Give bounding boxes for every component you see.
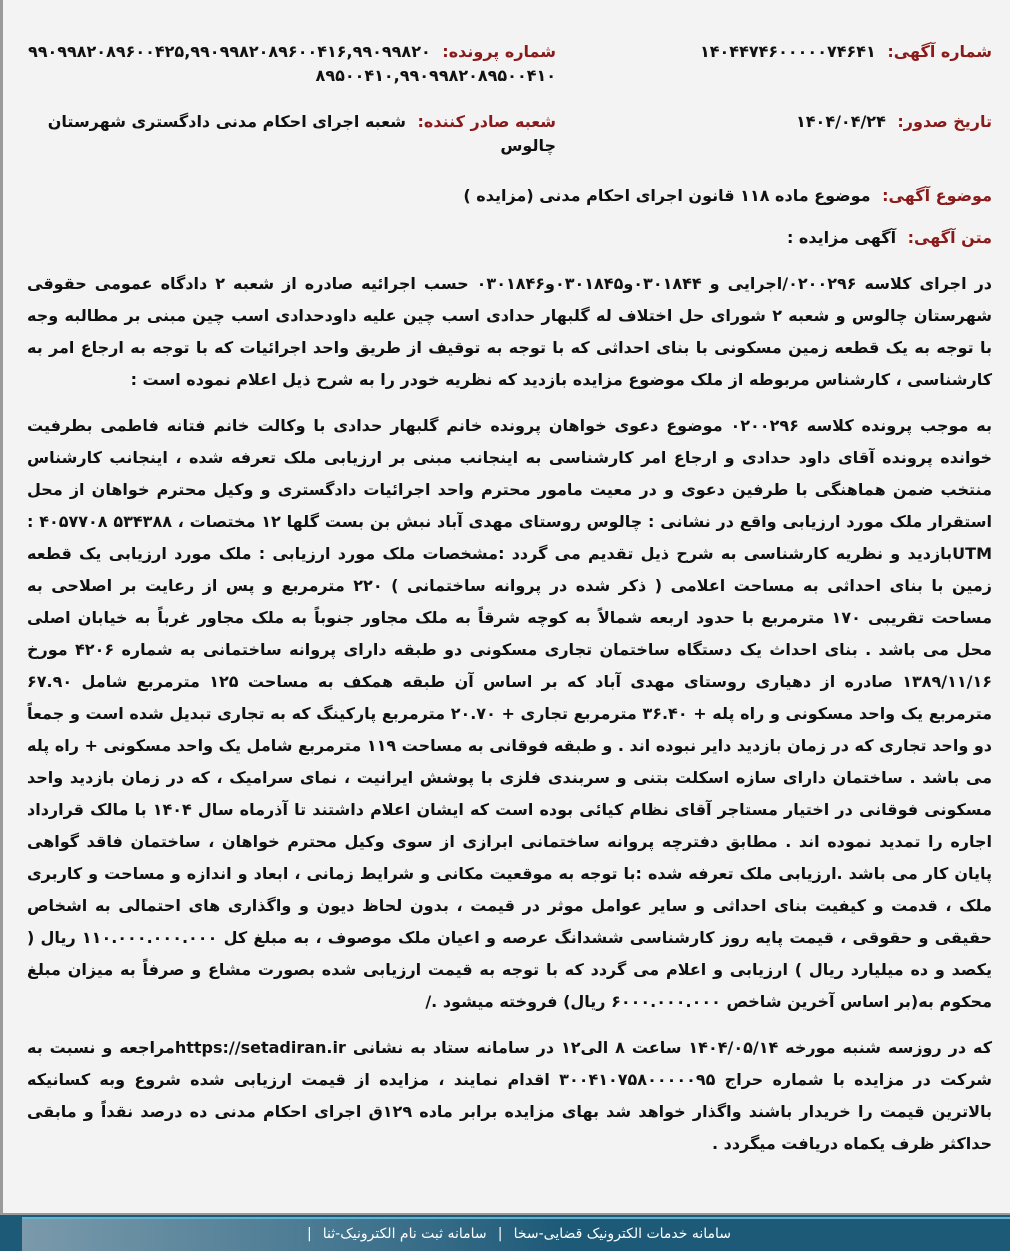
footer-bar xyxy=(22,1217,1010,1251)
text-title-row xyxy=(27,226,992,250)
paragraph-3: که در روزسه شنبه مورخه ۱۴۰۴/۰۵/۱۴ ساعت ۸ الی۱۲ در سامانه ستاد به نشانی https://setadiran.irمراجعه و نسبت به شرکت در مزایده با شماره حراج ۳۰۰۴۱۰۷۵۸۰۰۰۰۰۹۵ اقدام نمایند ، مزایده از قیمت ارزیابی شده شروع وبه کسانیکه بالاترین قیمت را خریدار باشند واگذار خواهد شد بهای مزایده برابر ماده ۱۲۹ق اجرای احکام مدنی ده درصد نقداً و مابقی حداکثر ظرف یکماه دریافت میگردد . xyxy=(27,1038,993,1153)
subject: موضوع ماده ۱۱۸ قانون اجرای احکام مدنی (مزایده ) xyxy=(463,186,871,205)
footer-separator: | xyxy=(497,1226,503,1242)
issue-date: ۱۴۰۴/۰۴/۲۴ xyxy=(796,112,886,131)
text-title: آگهی مزایده : xyxy=(786,228,897,247)
ad-number-row xyxy=(572,40,992,88)
case-number-row xyxy=(27,40,556,88)
subject-label: موضوع آگهی: xyxy=(882,186,992,205)
footer-link-sana[interactable]: سامانه ثبت نام الکترونیک-ثنا xyxy=(322,1226,487,1242)
issuer: شعبه اجرای احکام مدنی دادگستری شهرستان چالوس xyxy=(47,112,556,155)
issuer-row xyxy=(27,110,556,158)
paragraph-1: در اجرای کلاسه ۰۲۰۰۲۹۶/اجرایی و ۰۳۰۱۸۴۴و۰۳۰۱۸۴۵و۰۳۰۱۸۴۶ حسب اجرائیه صادره از شعبه ۲ دادگاه عمومی حقوقی شهرستان چالوس و شعبه ۲ شورای حل اختلاف له گلبهار حدادی اسب چین علیه داودحدادی اسب چین مبنی بر مطالبه وجه با توجه به یک قطعه زمین مسکونی با بنای احداثی که با توجه به توقیف از طریق واحد اجرائیات که با توجه به ارجاع امر به کارشناسی ، کارشناس مربوطه از ملک موضوع مزایده بازدید که نظریه خودر را به شرح ذیل اعلام نموده است : xyxy=(27,274,993,389)
footer-separator-end: | xyxy=(306,1226,312,1242)
case-number: ۹۹۰۹۹۸۲۰۸۹۶۰۰۴۲۵,۹۹۰۹۹۸۲۰۸۹۶۰۰۴۱۶,۹۹۰۹۹۸۲۰۸۹۵۰۰۴۱۰,۹۹۰۹۹۸۲۰۸۹۵۰۰۴۱۰ xyxy=(27,42,556,85)
ad-number-label: شماره آگهی: xyxy=(887,42,992,61)
header-grid xyxy=(27,40,992,158)
text-label: متن آگهی: xyxy=(907,228,992,247)
issue-date-row xyxy=(572,110,992,158)
footer-link-sakha[interactable]: سامانه خدمات الکترونیک قضایی-سخا xyxy=(513,1226,732,1242)
case-number-label: شماره پرونده: xyxy=(442,42,556,61)
subject-row xyxy=(27,184,992,208)
paragraph-2: به موجب پرونده کلاسه ۰۲۰۰۲۹۶ موضوع دعوی خواهان پرونده خانم گلبهار حدادی با وکالت خانم فتانه فاطمی بطرفیت خوانده پرونده آقای داود حدادی و ارجاع امر کارشناسی به اینجانب مبنی بر ارزیابی ملک تعرفه شده ، اینجانب کارشناس منتخب ضمن هماهنگی با طرفین دعوی و در معیت مامور محترم واحد اجرائیات دادگستری و وکیل محترم خواهان از محل استقرار ملک مورد ارزیابی واقع در نشانی : چالوس روستای مهدی آباد نبش بن بست گلها ۱۲ مختصات ، ۵۳۴۳۸۸ ۴۰۵۷۷۰۸ : UTMبازدید و نظریه کارشناسی به شرح ذیل تقدیم می گردد :مشخصات ملک مورد ارزیابی : ملک مورد ارزیابی یک قطعه زمین با بنای احداثی به مساحت اعلامی ( ذکر شده در پروانه ساختمانی ) ۲۲۰ مترمربع و پس از رعایت بر اصلاحی به مساحت تقریبی ۱۷۰ مترمربع با حدود اربعه شمالاً به کوچه شرقاً به ملک مجاور جنوباً به ملک مجاور غرباً به خیابان اصلی محل می باشد . بنای احداث یک دستگاه ساختمان تجاری مسکونی دو طبقه دارای پروانه ساختمانی به شماره ۴۲۰۶ مورخ ۱۳۸۹/۱۱/۱۶ صادره از دهیاری روستای مهدی آباد که بر اساس آن طبقه همکف به مساحت ۱۲۵ مترمربع شامل ۶۷.۹۰ مترمربع یک واحد مسکونی و راه پله + ۳۶.۴۰ مترمربع تجاری + ۲۰.۷۰ مترمربع پارکینگ که به تجاری تبدیل شده است و جمعاً دو واحد تجاری که در زمان بازدید دایر نبوده اند . و طبقه فوقانی به مساحت ۱۱۹ مترمربع شامل یک واحد مسکونی + راه پله می باشد . ساختمان دارای سازه اسکلت بتنی و سربندی فلزی با پوشش ایرانیت ، نمای سرامیک ، که در زمان بازدید واحد مسکونی فوقانی در اختیار مستاجر آقای نظام کیائی بوده است که ایشان اعلام داشتند تا آذرماه سال ۱۴۰۴ با مالک قرارداد اجاره را تمدید نموده اند . مطابق دفترچه پروانه ساختمانی ابرازی از سوی وکیل محترم خواهان ، ساختمان فاقد گواهی پایان کار می باشد .ارزیابی ملک تعرفه شده :با توجه به موقعیت مکانی و شرایط زمانی ، ابعاد و اندازه و مساحت و کاربری ملک ، قدمت و کیفیت بنای احداثی و سایر عوامل موثر در قیمت ، بدون لحاظ دیون و واگذاری های احتمالی به اشخاص حقیقی و حقوقی ، قیمت پایه روز کارشناسی ششدانگ عرصه و اعیان ملک موصوف ، به مبلغ کل ۱۱۰.۰۰۰.۰۰۰.۰۰۰ ریال ( یکصد و ده میلیارد ریال ) ارزیابی و اعلام می گردد که با توجه به قیمت ارزیابی شده بصورت مشاع و صرفاً به میزان مبلغ محکوم به(بر اساس آخرین شاخص ۶۰۰۰.۰۰۰.۰۰۰ ریال) فروخته میشود ./ xyxy=(27,416,993,1011)
ad-number: ۱۴۰۴۴۷۴۶۰۰۰۰۰۷۴۶۴۱ xyxy=(700,42,876,61)
issuer-label: شعبه صادر کننده: xyxy=(417,112,556,131)
issue-date-label: تاریخ صدور: xyxy=(897,112,992,131)
